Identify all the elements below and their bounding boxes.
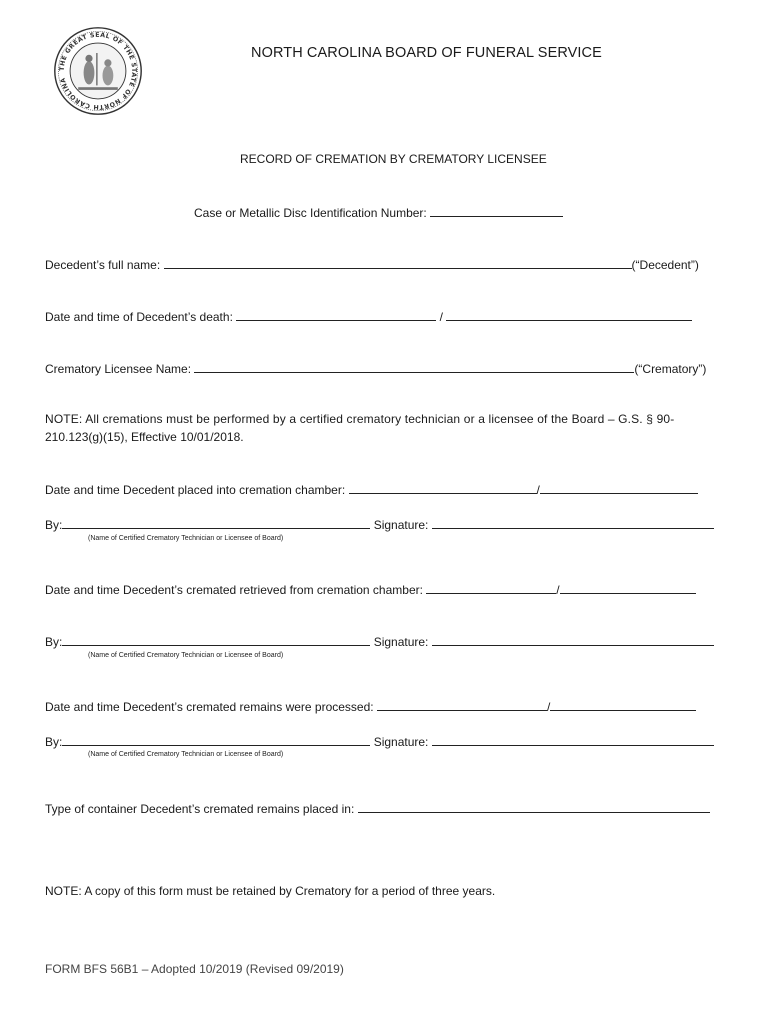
by-name-field-2[interactable] <box>62 633 370 646</box>
placed-slash: / <box>536 483 540 497</box>
processed-time-field[interactable] <box>550 698 696 711</box>
form-title: RECORD OF CREMATION BY CREMATORY LICENSEE <box>240 152 547 166</box>
by-row-1 <box>45 516 714 532</box>
processed-slash: / <box>546 700 551 714</box>
placed-time-field[interactable] <box>540 481 698 494</box>
by-row-2 <box>45 633 714 649</box>
retrieved-date-field[interactable] <box>426 581 556 594</box>
death-time-field[interactable] <box>446 308 692 321</box>
death-slash: / <box>439 310 443 324</box>
by-name-field-3[interactable] <box>62 733 370 746</box>
container-label: Type of container Decedent’s cremated remains placed in: <box>45 802 355 816</box>
decedent-suffix: (“Decedent”) <box>631 258 699 272</box>
placed-label: Date and time Decedent placed into cremation chamber: <box>45 483 346 497</box>
agency-title: NORTH CAROLINA BOARD OF FUNERAL SERVICE <box>251 45 602 61</box>
case-number-field[interactable] <box>430 204 563 217</box>
retrieved-time-field[interactable] <box>560 581 696 594</box>
signature-field-2[interactable] <box>432 633 714 646</box>
processed-row <box>45 698 696 714</box>
by-name-field-1[interactable] <box>62 516 370 529</box>
retrieved-slash: / <box>556 583 560 597</box>
death-date-label: Date and time of Decedent’s death: <box>45 310 233 324</box>
case-number-label: Case or Metallic Disc Identification Number: <box>194 206 427 220</box>
decedent-name-row <box>45 256 699 272</box>
state-seal-logo <box>53 26 143 116</box>
signature-field-3[interactable] <box>432 733 714 746</box>
by-caption-3: (Name of Certified Crematory Technician or Licensee of Board) <box>88 751 284 758</box>
by-caption-2: (Name of Certified Crematory Technician or Licensee of Board) <box>88 652 284 659</box>
processed-label: Date and time Decedent’s cremated remains were processed: <box>45 700 374 714</box>
signature-field-1[interactable] <box>432 516 714 529</box>
certification-note-line2: 210.123(g)(15), Effective 10/01/2018. <box>45 430 244 444</box>
signature-label: Signature: <box>373 518 429 532</box>
processed-date-field[interactable] <box>377 698 547 711</box>
by-row-3 <box>45 733 714 749</box>
signature-label: Signature: <box>373 735 429 749</box>
placed-row <box>45 481 698 497</box>
decedent-name-field[interactable] <box>164 256 632 269</box>
crematory-label: Crematory Licensee Name: <box>45 362 192 376</box>
container-field[interactable] <box>358 800 710 813</box>
case-number-row <box>194 204 563 220</box>
certification-note-line1: NOTE: All cremations must be performed by a certified crematory technician or a licensee of the Board – G.S. § 90- <box>45 412 675 426</box>
crematory-row <box>45 360 706 376</box>
death-date-row <box>45 308 692 324</box>
svg-text:THE GREAT SEAL OF THE STATE OF: THE GREAT SEAL OF THE STATE OF NORTH CAROLINA <box>58 31 138 111</box>
signature-label: Signature: <box>373 635 429 649</box>
by-label: By: <box>45 518 63 532</box>
death-date-field[interactable] <box>236 308 436 321</box>
crematory-suffix: (“Crematory”) <box>634 362 707 376</box>
placed-date-field[interactable] <box>349 481 537 494</box>
crematory-name-field[interactable] <box>194 360 634 373</box>
by-label: By: <box>45 635 63 649</box>
form-footer: FORM BFS 56B1 – Adopted 10/2019 (Revised 09/2019) <box>45 962 344 976</box>
retention-note: NOTE: A copy of this form must be retained by Crematory for a period of three years. <box>45 884 496 898</box>
retrieved-row <box>45 581 696 597</box>
decedent-name-label: Decedent’s full name: <box>45 258 161 272</box>
retrieved-label: Date and time Decedent’s cremated retrieved from cremation chamber: <box>45 583 423 597</box>
by-label: By: <box>45 735 63 749</box>
by-caption-1: (Name of Certified Crematory Technician or Licensee of Board) <box>88 535 284 542</box>
container-row <box>45 800 710 816</box>
